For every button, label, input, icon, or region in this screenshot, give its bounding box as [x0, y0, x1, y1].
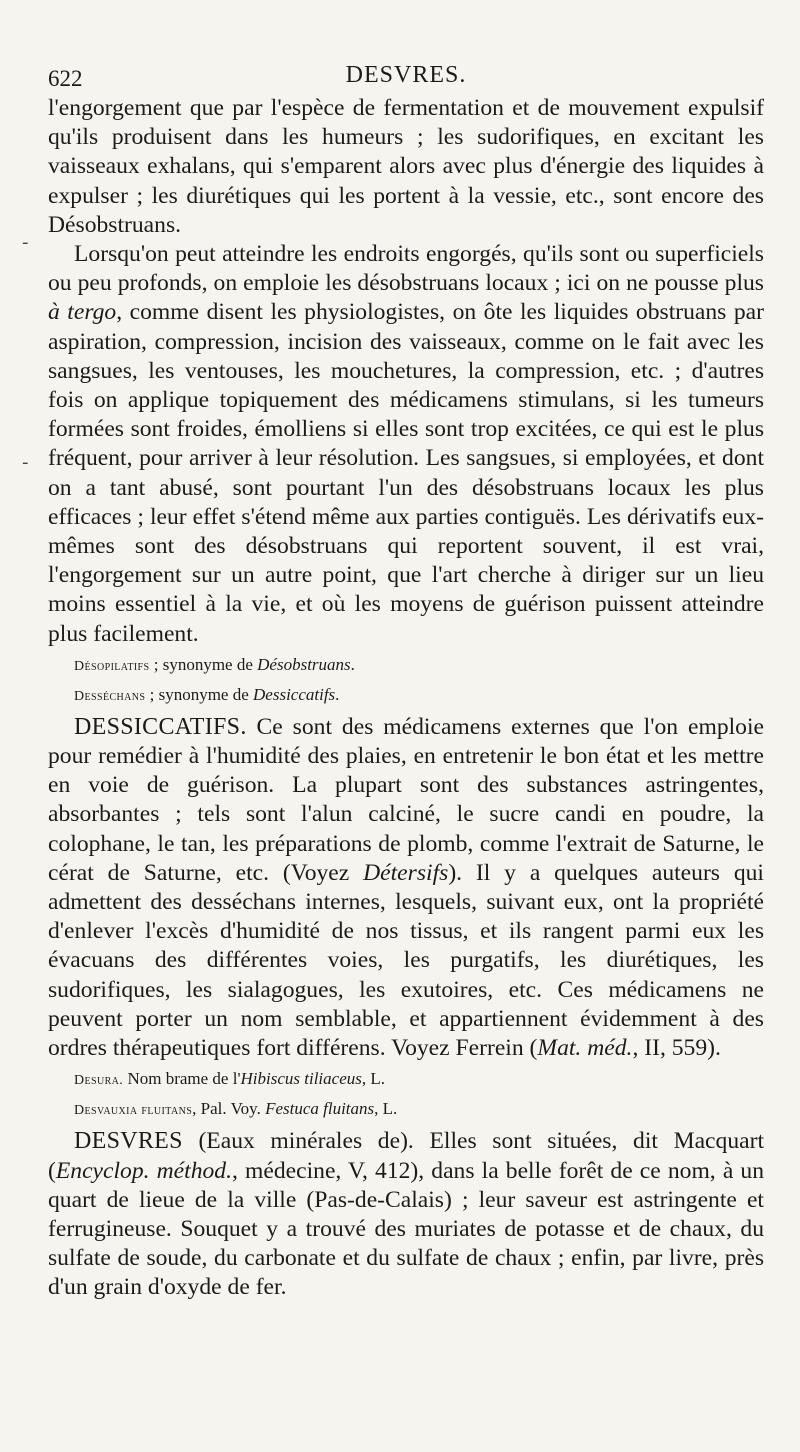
dictionary-entry-desopilatifs	[74, 653, 764, 679]
entry-text: , médecine, V, 412), dans la belle forêt de ce nom, à un quart de lieue de la ville (Pas-de-Calais) ; leur saveur est astringente et ferrugineuse. Souquet y a trouvé des muriates de potasse et de chaux, du sulfate de soude, du carbonate et du sulfate de chaux ; enfin, par livre, près d'un grain d'oxyde de fer.	[48, 1157, 764, 1301]
entry-headword: Desvauxia fluitans	[74, 1103, 193, 1119]
dictionary-entry-desvauxia	[74, 1097, 764, 1123]
margin-mark: -	[22, 232, 29, 253]
dictionary-entry-dessechans	[74, 683, 764, 709]
page-header	[48, 58, 764, 94]
entry-text: Ce sont des médicamens externes que l'on emploie pour remédier à l'humidité des plaies, en entretenir le bon état et les mettre en voie de guérison. La plupart sont des substances astringentes, absorbantes ; tels sont l'alun calciné, le sucre candi en poudre, la colophane, le tan, les préparations de plomb, comme l'extrait de Saturne, le cérat de Saturne, etc. (Voyez	[48, 713, 764, 886]
entry-headword: Désopilatifs	[74, 658, 150, 674]
entry-headword: Desura.	[74, 1073, 124, 1089]
dictionary-entry-desura	[74, 1067, 764, 1093]
margin-mark: -	[22, 452, 29, 473]
entry-text: .	[335, 684, 340, 704]
entry-headword: Desséchans	[74, 688, 146, 704]
entry-text: , II, 559).	[632, 1035, 721, 1062]
paragraph-text: Lorsqu'on peut atteindre les endroits engorgés, qu'ils sont ou superficiels ou peu profonds, on emploie les désobstruans locaux ; ici on ne pousse plus	[48, 241, 764, 297]
latin-term: à tergo	[48, 299, 117, 326]
citation-title: Encyclop. méthod.	[55, 1157, 233, 1184]
paragraph-text: , comme disent les physiologistes, on ôte les liquides obstruans par aspiration, compression, incision des vaisseaux, comme on le fait avec les sangsues, les ventouses, les mouchetures, la compression, etc. ; d'autres fois on applique topiquement des médicamens stimulans, si les tumeurs formées sont froides, émolliens si elles sont trop excitées, ce qui est le plus fréquent, pour arriver à leur résolution. Les sangsues, si employées, et dont on a tant abusé, sont pourtant l'un des désobstruans locaux les plus efficaces ; leur effet s'étend même aux parties contiguës. Les dérivatifs eux-mêmes sont des désobstruans qui reportent souvent, il est vrai, l'engorgement sur un autre point, que l'art cherche à diriger sur un lieu moins essentiel à la vie, et où les moyens de guérison puissent atteindre plus facilement.	[48, 299, 764, 647]
cross-reference: Désobstruans	[257, 654, 351, 674]
entry-headword: DESVRES	[74, 1128, 183, 1155]
entry-headword: DESSICCATIFS.	[74, 713, 247, 740]
dictionary-entry-desvres	[48, 1127, 764, 1302]
cross-reference: Détersifs	[363, 859, 449, 886]
paragraph-continuation	[48, 94, 764, 240]
cross-reference: Dessiccatifs	[253, 684, 336, 704]
dictionary-entry-dessiccatifs	[48, 713, 764, 1063]
citation-title: Mat. méd.	[537, 1035, 633, 1062]
body-text	[48, 94, 764, 1303]
entry-text: , L.	[361, 1069, 386, 1089]
entry-text: .	[350, 654, 355, 674]
species-name: Festuca fluitans	[265, 1099, 375, 1119]
species-name: Hibiscus tiliaceus	[240, 1069, 362, 1089]
page-number: 622	[48, 66, 83, 91]
entry-text: (Eaux minérales de). Elles sont situées, dit Macquart (	[48, 1128, 764, 1184]
entry-text: Nom brame de l'	[123, 1069, 241, 1089]
entry-text: ; synonyme de	[145, 684, 254, 704]
paragraph-text: l'engorgement que par l'espèce de fermentation et de mouvement expulsif qu'ils produisent dans les humeurs ; les sudorifiques, en excitant les vaisseaux exhalans, qui s'emparent alors avec plus d'énergie des liquides à expulser ; les diurétiques qui les portent à la vessie, etc., sont encore des Désobstruans.	[48, 95, 764, 238]
running-head: DESVRES.	[345, 62, 467, 88]
entry-text: ). Il y a quelques auteurs qui admettent des desséchans internes, lesquels, suivant eux, ont la propriété d'enlever l'excès d'humidité de nos tissus, et ils rangent parmi eux les évacuans des différentes voies, les purgatifs, les diurétiques, les sudorifiques, les sialagogues, les exutoires, etc. Ces médicamens ne peuvent porter un nom semblable, et appartiennent évidemment à des ordres thérapeutiques fort différens. Voyez Ferrein (	[48, 859, 764, 1062]
entry-text: , Pal. Voy.	[192, 1099, 266, 1119]
entry-text: ; synonyme de	[149, 654, 258, 674]
entry-text: , L.	[374, 1099, 398, 1119]
paragraph-local-deobstruents	[48, 240, 764, 649]
